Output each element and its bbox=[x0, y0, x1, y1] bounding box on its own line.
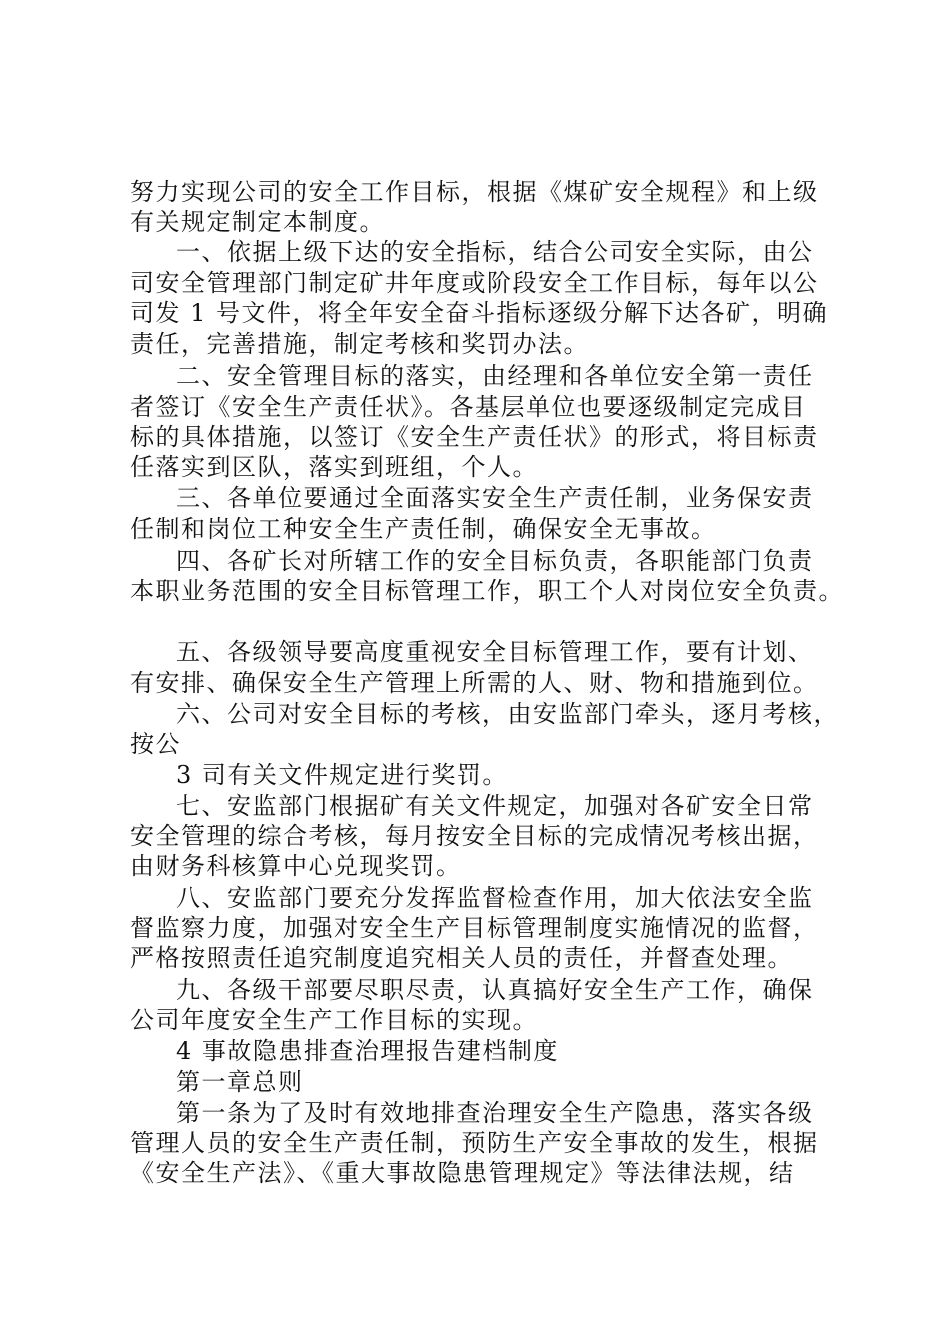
text-line: 标的具体措施，以签订《安全生产责任状》的形式，将目标责 bbox=[130, 423, 819, 451]
text-line: 管理人员的安全生产责任制，预防生产安全事故的发生，根据 bbox=[130, 1129, 819, 1157]
paragraph-3: 三、各单位要通过全面落实安全生产责任制，业务保安责 bbox=[176, 484, 814, 512]
text-line: 由财务科核算中心兑现奖罚。 bbox=[130, 852, 462, 880]
text-line: 责任，完善措施，制定考核和奖罚办法。 bbox=[130, 330, 589, 358]
paragraph-4: 四、各矿长对所辖工作的安全目标负责，各职能部门负责 bbox=[176, 547, 814, 575]
chapter-heading: 第一章总则 bbox=[176, 1068, 304, 1096]
text-line: 公司年度安全生产工作目标的实现。 bbox=[130, 1006, 538, 1034]
text-line: 司发 1 号文件，将全年安全奋斗指标逐级分解下达各矿，明确 bbox=[130, 299, 829, 327]
text-line: 有安排、确保安全生产管理上所需的人、财、物和措施到位。 bbox=[130, 669, 819, 697]
text-line: 督监察力度，加强对安全生产目标管理制度实施情况的监督， bbox=[130, 914, 819, 942]
text-line: 任制和岗位工种安全生产责任制，确保安全无事故。 bbox=[130, 515, 717, 543]
section-heading: 4 事故隐患排查治理报告建档制度 bbox=[176, 1037, 559, 1065]
text-line: 严格按照责任追究制度追究相关人员的责任，并督查处理。 bbox=[130, 944, 793, 972]
article-1: 第一条为了及时有效地排查治理安全生产隐患，落实各级 bbox=[176, 1099, 814, 1127]
text-line: 按公 bbox=[130, 730, 181, 758]
paragraph-7: 七、安监部门根据矿有关文件规定，加强对各矿安全日常 bbox=[176, 792, 814, 820]
text-line: 《安全生产法》、《重大事故隐患管理规定》等法律法规，结 bbox=[130, 1159, 795, 1187]
text-line: 者签订《安全生产责任状》。各基层单位也要逐级制定完成目 bbox=[130, 393, 807, 421]
text-line: 3 司有关文件规定进行奖罚。 bbox=[176, 761, 508, 789]
paragraph-2: 二、安全管理目标的落实，由经理和各单位安全第一责任 bbox=[176, 362, 814, 390]
text-line: 安全管理的综合考核，每月按安全目标的完成情况考核出据， bbox=[130, 822, 819, 850]
text-line: 有关规定制定本制度。 bbox=[130, 208, 385, 236]
text-line: 本职业务范围的安全目标管理工作，职工个人对岗位安全负责。 bbox=[130, 577, 844, 605]
text-line: 努力实现公司的安全工作目标，根据《煤矿安全规程》和上级 bbox=[130, 178, 819, 206]
paragraph-1: 一、依据上级下达的安全指标，结合公司安全实际，由公 bbox=[176, 238, 814, 266]
text-line: 司安全管理部门制定矿井年度或阶段安全工作目标，每年以公 bbox=[130, 269, 819, 297]
paragraph-5: 五、各级领导要高度重视安全目标管理工作，要有计划、 bbox=[176, 638, 814, 666]
paragraph-9: 九、各级干部要尽职尽责，认真搞好安全生产工作，确保 bbox=[176, 976, 814, 1004]
paragraph-6: 六、公司对安全目标的考核，由安监部门牵头，逐月考核， bbox=[176, 700, 839, 728]
text-line: 任落实到区队，落实到班组，个人。 bbox=[130, 453, 538, 481]
paragraph-8: 八、安监部门要充分发挥监督检查作用，加大依法安全监 bbox=[176, 884, 814, 912]
